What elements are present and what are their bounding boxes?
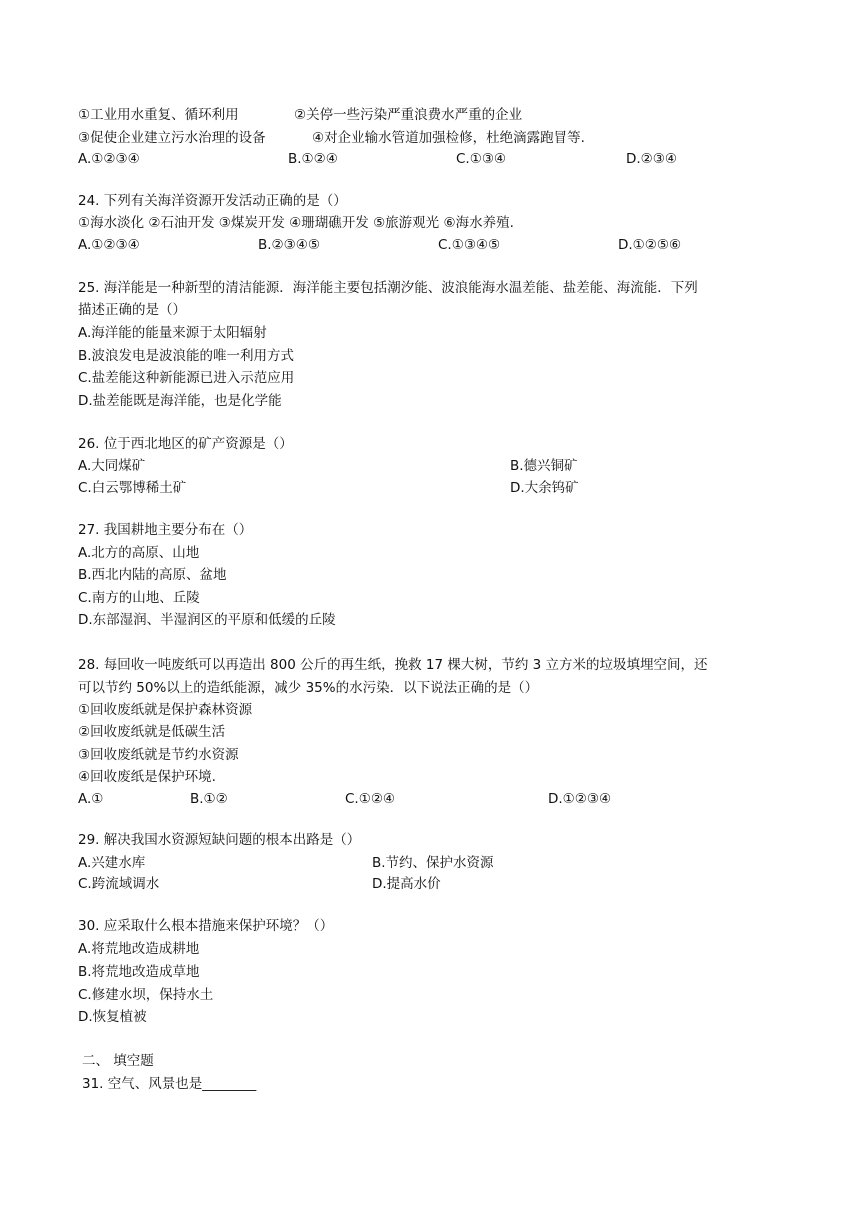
q29-option-a: A.兴建水库 <box>78 855 146 871</box>
q23-statement-1: ①工业用水重复、循环利用 <box>78 107 239 123</box>
q30-stem: 30. 应采取什么根本措施来保护环境？（） <box>78 918 334 934</box>
q24-option-b: B.②③④⑤ <box>258 237 320 253</box>
q28-stem-line1: 28. 每回收一吨废纸可以再造出 800 公斤的再生纸，挽救 17 棵大树，节约 3 立方米的垃圾填埋空间，还 <box>78 657 708 673</box>
q30-option-a: A.将荒地改造成耕地 <box>78 941 200 957</box>
q28-option-b: B.①② <box>190 791 228 807</box>
q24-items: ①海水淡化 ②石油开发 ③煤炭开发 ④珊瑚礁开发 ⑤旅游观光 ⑥海水养殖. <box>78 215 514 231</box>
q23-option-b: B.①②④ <box>288 151 338 167</box>
q27-stem: 27. 我国耕地主要分布在（） <box>78 522 253 538</box>
q23-option-d: D.②③④ <box>626 151 677 167</box>
q23-statement-4: ④对企业输水管道加强检修，杜绝滴露跑冒等. <box>312 130 585 146</box>
q27-option-c: C.南方的山地、丘陵 <box>78 590 200 606</box>
q26-option-d: D.大余钨矿 <box>510 480 579 496</box>
q28-statement-1: ①回收废纸就是保护森林资源 <box>78 702 253 718</box>
q26-stem: 26. 位于西北地区的矿产资源是（） <box>78 436 293 452</box>
q25-stem-line1: 25. 海洋能是一种新型的清洁能源．海洋能主要包括潮汐能、波浪能海水温差能、盐差能、海流能．下列 <box>78 280 698 296</box>
q29-option-c: C.跨流域调水 <box>78 876 160 892</box>
q29-option-b: B.节约、保护水资源 <box>372 855 494 871</box>
q25-option-b: B.波浪发电是波浪能的唯一利用方式 <box>78 348 295 364</box>
q24-option-c: C.①③④⑤ <box>438 237 501 253</box>
q28-option-d: D.①②③④ <box>548 791 612 807</box>
q30-option-b: B.将荒地改造成草地 <box>78 964 200 980</box>
q27-option-d: D.东部湿润、半湿润区的平原和低缓的丘陵 <box>78 612 336 628</box>
q29-stem: 29. 解决我国水资源短缺问题的根本出路是（） <box>78 832 361 848</box>
q25-stem-line2: 描述正确的是（） <box>78 302 186 318</box>
q24-stem: 24. 下列有关海洋资源开发活动正确的是（） <box>78 193 347 209</box>
q27-option-b: B.西北内陆的高原、盆地 <box>78 567 227 583</box>
q30-option-d: D.恢复植被 <box>78 1009 147 1025</box>
q26-option-b: B.德兴铜矿 <box>510 458 578 474</box>
q28-statement-2: ②回收废纸就是低碳生活 <box>78 724 226 740</box>
q27-option-a: A.北方的高原、山地 <box>78 545 200 561</box>
q23-option-a: A.①②③④ <box>78 151 140 167</box>
q25-option-a: A.海洋能的能量来源于太阳辐射 <box>78 325 267 341</box>
q28-statement-4: ④回收废纸是保护环境. <box>78 769 216 785</box>
q28-stem-line2: 可以节约 50%以上的造纸能源，减少 35%的水污染．以下说法正确的是（） <box>78 680 539 696</box>
q24-option-a: A.①②③④ <box>78 237 140 253</box>
q28-option-a: A.① <box>78 791 104 807</box>
q28-statement-3: ③回收废纸就是节约水资源 <box>78 747 239 763</box>
q23-option-c: C.①③④ <box>456 151 507 167</box>
q26-option-c: C.白云鄂博稀土矿 <box>78 480 187 496</box>
q25-option-c: C.盐差能这种新能源已进入示范应用 <box>78 370 295 386</box>
q26-option-a: A.大同煤矿 <box>78 458 146 474</box>
section-heading-fill-in: 二、 填空题 <box>82 1053 154 1069</box>
q29-option-d: D.提高水价 <box>372 876 441 892</box>
q23-statement-2: ②关停一些污染严重浪费水严重的企业 <box>294 107 523 123</box>
q24-option-d: D.①②⑤⑥ <box>618 237 682 253</box>
q30-option-c: C.修建水坝，保持水土 <box>78 987 214 1003</box>
q31-stem: 31. 空气、风景也是________ <box>82 1076 257 1092</box>
q28-option-c: C.①②④ <box>345 791 396 807</box>
q25-option-d: D.盐差能既是海洋能，也是化学能 <box>78 393 282 409</box>
q23-statement-3: ③促使企业建立污水治理的设备 <box>78 130 266 146</box>
